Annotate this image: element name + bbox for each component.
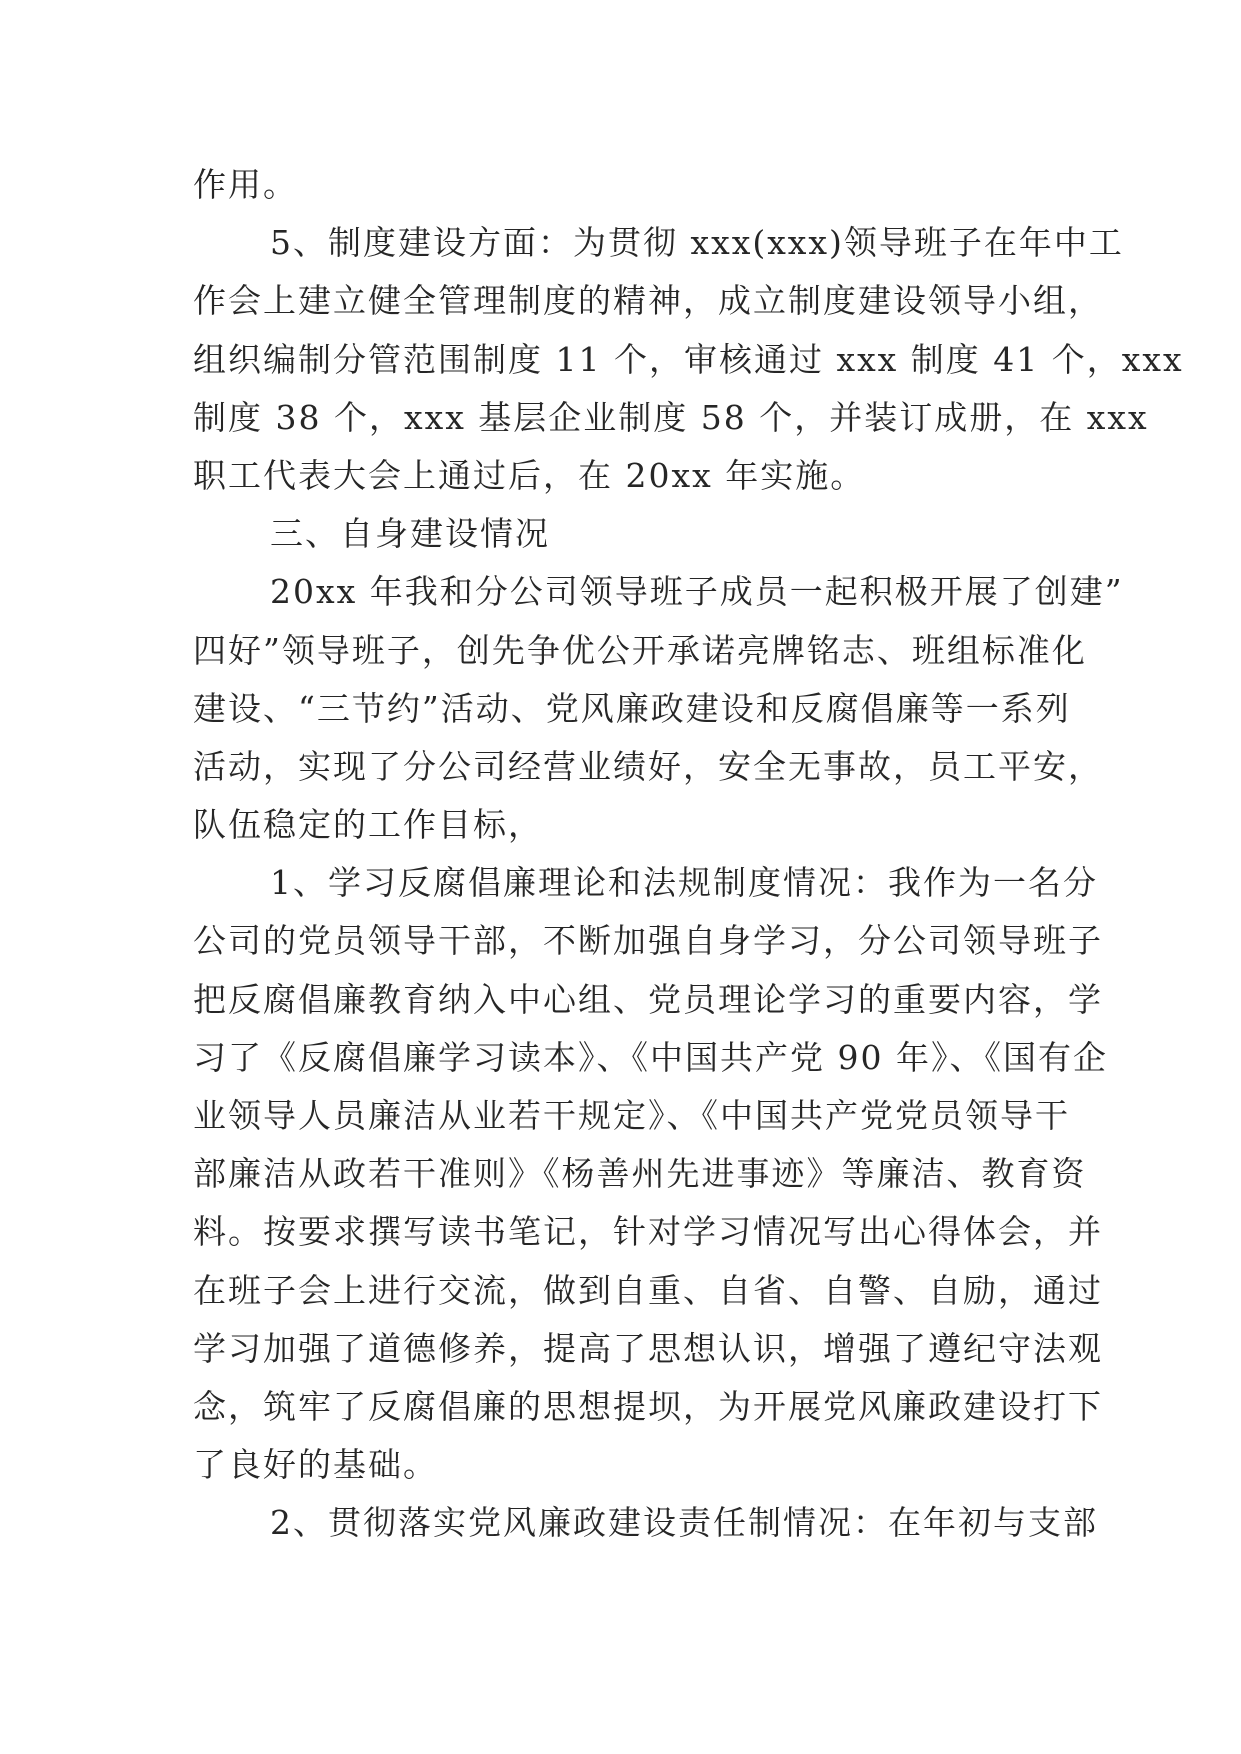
text-line: 业领导人员廉洁从业若干规定》、《中国共产党党员领导干 (193, 1096, 1070, 1135)
text-line: 组织编制分管范围制度 11 个，审核通过 xxx 制度 41 个，xxx (193, 339, 1184, 379)
body-text (193, 156, 1184, 1553)
text-line: 学习加强了道德修养，提高了思想认识，增强了遵纪守法观 (193, 1328, 1103, 1368)
text-line: 20xx 年我和分公司领导班子成员一起积极开展了创建” (270, 572, 1124, 612)
text-line: 了良好的基础。 (193, 1445, 438, 1485)
text-line: 把反腐倡廉教育纳入中心组、党员理论学习的重要内容，学 (193, 979, 1103, 1019)
text-line: 队伍稳定的工作目标， (193, 805, 543, 845)
text-line: 作会上建立健全管理制度的精神，成立制度建设领导小组， (193, 281, 1103, 321)
section-heading: 三、自身建设情况 (270, 514, 550, 554)
text-line: 建设、“三节约”活动、党风廉政建设和反腐倡廉等一系列 (193, 688, 1071, 728)
text-line: 部廉洁从政若干准则》《杨善州先进事迹》等廉洁、教育资 (193, 1154, 1087, 1194)
text-line: 在班子会上进行交流，做到自重、自省、自警、自励，通过 (193, 1270, 1103, 1310)
text-line: 1、学习反腐倡廉理论和法规制度情况：我作为一名分 (270, 863, 1098, 903)
text-line: 公司的党员领导干部，不断加强自身学习，分公司领导班子 (193, 921, 1103, 961)
text-line: 念，筑牢了反腐倡廉的思想提坝，为开展党风廉政建设打下 (193, 1386, 1103, 1426)
text-line: 习了《反腐倡廉学习读本》、《中国共产党 90 年》、《国有企 (193, 1037, 1108, 1077)
text-line: 料。按要求撰写读书笔记，针对学习情况写出心得体会，并 (193, 1212, 1103, 1252)
text-line: 5、制度建设方面：为贯彻 xxx(xxx)领导班子在年中工 (270, 223, 1124, 263)
text-line: 活动，实现了分公司经营业绩好，安全无事故，员工平安， (193, 746, 1103, 786)
text-line: 四好”领导班子，创先争优公开承诺亮牌铭志、班组标准化 (193, 630, 1087, 670)
text-line: 职工代表大会上通过后，在 20xx 年实施。 (193, 455, 866, 495)
text-line: 作用。 (193, 165, 298, 204)
text-line: 2、贯彻落实党风廉政建设责任制情况：在年初与支部 (270, 1503, 1098, 1543)
text-line: 制度 38 个，xxx 基层企业制度 58 个，并装订成册，在 xxx (193, 397, 1149, 437)
